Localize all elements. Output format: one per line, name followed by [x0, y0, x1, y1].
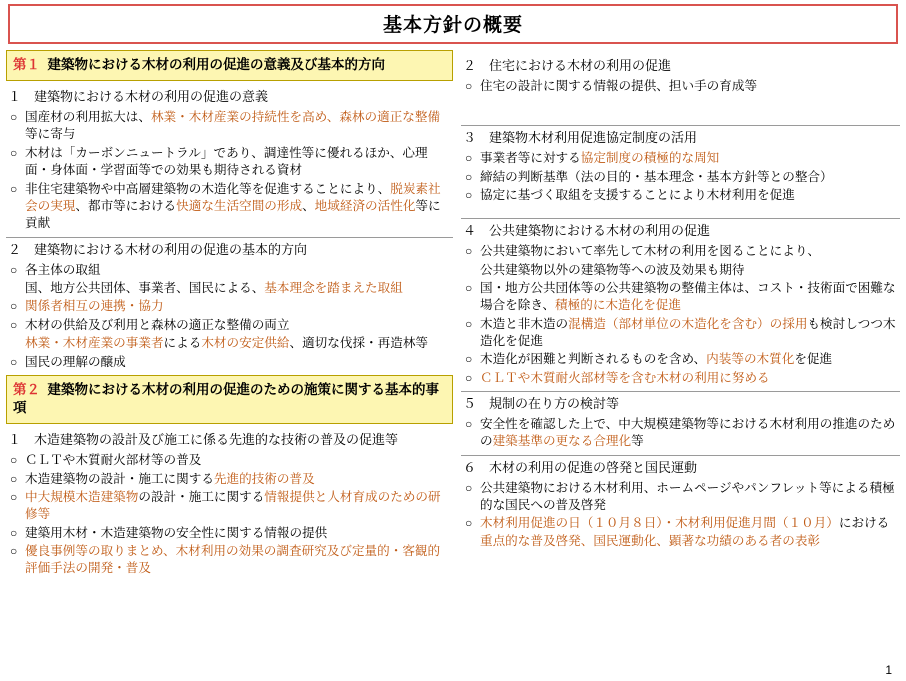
emphasis-text: 内装等の木質化: [706, 352, 795, 367]
emphasis-text: 関係者相互の連携・協力: [25, 299, 164, 314]
emphasis-text: 林業・木材産業の事業者: [25, 336, 164, 351]
list-item: [465, 316, 898, 351]
body-text: 等: [631, 434, 644, 449]
spacer-2: [461, 208, 900, 214]
chapter-1-text: 建築物における木材の利用の促進の意義及び基本的方向: [47, 57, 386, 72]
section-right-2: [461, 125, 900, 204]
section-right-5-list: [461, 480, 900, 551]
section-right-3: [461, 218, 900, 387]
body-text: 国、地方公共団体、事業者、国民による、: [25, 281, 265, 295]
list-item: [465, 243, 898, 260]
list-item: [10, 335, 451, 352]
list-item: [10, 317, 451, 334]
body-text: 各主体の取組: [25, 262, 101, 277]
emphasis-text: 混構造（部材単位の木造化を含む）の採用: [568, 316, 808, 331]
body-text: 公共建築物以外の建築物等への波及効果も期待: [479, 262, 745, 277]
list-item: [465, 515, 898, 550]
list-item: [465, 351, 898, 368]
body-text: 等に貢献: [25, 198, 441, 231]
body-text: 木造化が困難と判断されるものを含め、: [479, 352, 707, 367]
body-text: することにより木材利用を促進: [618, 187, 795, 202]
body-text: 木材は「カーボンニュートラル」であり、調達性等に優れるほか、心理面・身体面・学習面等での効果も期待される資材: [25, 145, 428, 178]
section-left-3-list: [6, 452, 453, 578]
chapter-2-label: 第２: [13, 381, 40, 397]
emphasis-text: 積極的に木造化を促進: [555, 298, 681, 313]
emphasis-text: 地域経済の活性化: [314, 198, 416, 213]
body-text: 安全性を確認した上で、中大規模建築物等における木材利用の推進のための: [479, 417, 896, 449]
list-item: [10, 145, 451, 180]
chapter-2-text: 建築物における木材の利用の促進のための施策に関する基本的事項: [13, 381, 440, 416]
emphasis-text: 協定制度の積極的な周知: [580, 151, 720, 166]
body-text: 国産材の利用拡大は、: [25, 110, 151, 125]
section-left-1: [6, 85, 453, 233]
list-item: [10, 280, 451, 297]
section-right-3-list: [461, 243, 900, 387]
body-text: 等に寄与: [25, 127, 76, 142]
emphasis-text: 快適な生活空間の形成: [176, 198, 303, 213]
section-right-2-list: [461, 150, 900, 204]
emphasis-text: 情報提供と人材育成のための研修等: [25, 489, 441, 522]
list-item: [10, 471, 451, 488]
section-left-1-title: １ 建築物における木材の利用の促進の意義: [8, 89, 269, 105]
emphasis-text: 木材利用促進の日（１０月８日）・木材利用促進月間（１０月）: [479, 516, 839, 531]
chapter-heading-1: [6, 50, 453, 81]
list-item: [465, 187, 898, 204]
body-text: 非住宅建築物や中高層建築物の木造化等を促進することにより、: [25, 181, 391, 196]
body-text: 住宅の設計に関する情報の提供、担い手の育成等: [479, 78, 758, 93]
body-text: 木造建築物の設計・施工に関する: [25, 471, 214, 486]
list-item: [465, 150, 898, 167]
body-text: による: [163, 336, 202, 351]
body-text: 、都市等における: [75, 198, 177, 213]
list-item: [10, 525, 451, 542]
page-number: 1: [885, 663, 892, 677]
list-item: [465, 370, 898, 387]
body-text: 木造と非木造の: [479, 316, 569, 331]
spacer-1: [461, 99, 900, 121]
emphasis-text: 合理化: [593, 434, 632, 449]
emphasis-text: ＣＬＴや木質耐火部材等を含む木材の利用に努める: [479, 370, 770, 385]
section-right-2-title: ３ 建築物木材利用促進協定制度の活用: [462, 130, 697, 146]
section-right-4-title: ５ 規制の在り方の検討等: [462, 396, 619, 412]
list-item: [10, 298, 451, 315]
emphasis-text: 先進的技術の普及: [213, 471, 315, 486]
list-item: [10, 489, 451, 524]
right-column: [453, 50, 900, 582]
body-text: 、: [302, 198, 315, 213]
emphasis-text: 脱炭素社会の実現: [25, 181, 441, 213]
section-right-5-title: ６ 木材の利用の促進の啓発と国民運動: [462, 459, 697, 475]
page-title: 基本方針の概要: [8, 4, 898, 44]
list-item: [10, 543, 451, 578]
body-text: における: [838, 516, 890, 531]
list-item: [10, 354, 451, 371]
list-item: [465, 78, 898, 95]
body-text: 国民の理解の醸成: [25, 354, 126, 369]
emphasis-text: 木材利用の効果の調査研究及び定量的・客観的評価手法の開発・普及: [25, 544, 441, 576]
body-text: ＣＬＴや木質耐火部材等の普及: [25, 453, 202, 468]
emphasis-text: 優良事例等の取りまとめ、: [25, 544, 176, 559]
section-left-2-list: [6, 262, 453, 371]
list-item: [465, 416, 898, 451]
body-text: 協定に基づく取組を支援: [479, 187, 619, 202]
body-text: 事業者等に対する: [479, 151, 581, 166]
body-text: 公共建築物において率先して木材の利用を図ることにより、: [479, 244, 820, 259]
section-right-4-list: [461, 416, 900, 451]
emphasis-text: 中大規模木造建築物: [25, 489, 139, 504]
content-columns: [0, 50, 906, 582]
section-left-3: [6, 428, 453, 578]
section-left-2: [6, 237, 453, 371]
list-item: [10, 109, 451, 144]
section-right-4: [461, 391, 900, 451]
left-column: [6, 50, 453, 582]
list-item: [465, 280, 898, 315]
section-right-1-title: ２ 住宅における木材の利用の促進: [462, 58, 671, 73]
body-text: を促進: [794, 352, 833, 367]
body-text: 締結の判断基準（法の目的・基本理念・基本方針等との整合）: [479, 169, 833, 184]
chapter-heading-2: [6, 375, 453, 424]
emphasis-text: 建築基準の更なる: [492, 434, 594, 449]
body-text: 国・地方公共団体等の公共建築物の整備主体は、コスト・技術面で困難な場合を除き、: [479, 280, 896, 313]
chapter-1-label: 第１: [13, 57, 40, 72]
body-text: の設計・施工に関する: [138, 489, 265, 504]
body-text: も検討しつつ木造化を促進: [479, 316, 896, 349]
list-item: [465, 169, 898, 186]
section-right-5: [461, 455, 900, 550]
body-text: 公共建築物における木材利用、ホームページやパンフレット等による積極的な国民への普及啓発: [479, 480, 895, 513]
section-right-1: [461, 54, 900, 95]
section-right-1-list: [461, 78, 900, 95]
section-left-1-list: [6, 109, 453, 233]
list-item: [10, 452, 451, 469]
emphasis-text: 林業・木材産業の持続性を高め、森林の適正な整備: [150, 110, 441, 125]
emphasis-text: 木材の安定供給: [201, 336, 290, 351]
emphasis-text: 基本理念を踏まえた取組: [264, 281, 403, 295]
list-item: [465, 480, 898, 515]
body-text: 、適切な伐採・再造林等: [289, 336, 428, 351]
list-item: [10, 262, 451, 279]
section-left-2-title: ２ 建築物における木材の利用の促進の基本的方向: [8, 241, 308, 257]
section-right-3-title: ４ 公共建築物における木材の利用の促進: [462, 223, 710, 239]
list-item: [465, 262, 898, 279]
section-left-3-title: １ 木造建築物の設計及び施工に係る先進的な技術の普及の促進等: [8, 432, 399, 448]
list-item: [10, 181, 451, 233]
body-text: 建築用木材・木造建築物の安全性に関する情報の提供: [25, 525, 328, 540]
body-text: 木材の供給及び利用と森林の適正な整備の両立: [25, 317, 290, 332]
emphasis-text: 重点的な普及啓発、国民運動化、顕著な功績のある者の表彰: [479, 533, 820, 548]
